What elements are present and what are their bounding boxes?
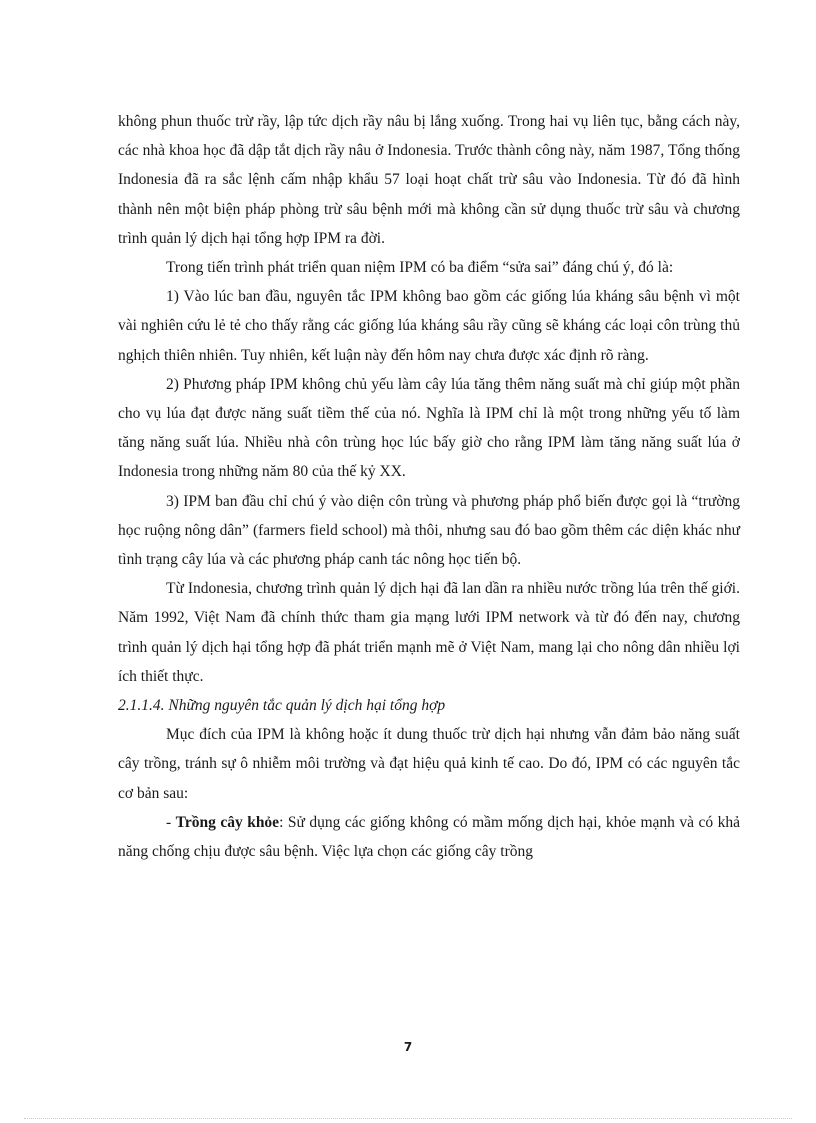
paragraph-point-1: 1) Vào lúc ban đầu, nguyên tắc IPM không bao gồm các giống lúa kháng sâu bệnh vì một vài nghiên cứu lẻ tẻ cho thấy rằng các giống lúa kháng sâu rầy cũng sẽ kháng các loại côn trùng thủ nghịch thiên nhiên. Tuy nhiên, kết luận này đến hôm nay chưa được xác định rõ ràng. [118,288,740,364]
paragraph-vietnam-adoption: Từ Indonesia, chương trình quản lý dịch hại đã lan dần ra nhiều nước trồng lúa trên thế giới. Năm 1992, Việt Nam đã chính thức tham gia mạng lưới IPM network và từ đó đến nay, chương trình quản lý dịch hại tổng hợp đã phát triển mạnh mẽ ở Việt Nam, mang lại cho nông dân nhiều lợi ích thiết thực. [118,580,740,685]
body-text [118,107,740,866]
page-number: 7 [403,1040,413,1054]
principle-text: : Sử dụng các giống không có mầm mống dịch hại, khỏe mạnh và có khả năng chống chịu được sâu bệnh. Việc lựa chọn các giống cây trồng [118,813,740,861]
paragraph-point-3: 3) IPM ban đầu chỉ chú ý vào diện côn trùng và phương pháp phổ biến được gọi là “trường học ruộng nông dân” (farmers field school) mà thôi, nhưng sau đó bao gồm thêm các diện khác như tình trạng cây lúa và các phương pháp canh tác nông học tiến bộ. [118,492,740,569]
paragraph-principle-healthy-crops [118,808,740,866]
principle-prefix: - [166,813,176,831]
paragraph-ipm-purpose: Mục đích của IPM là không hoặc ít dung thuốc trừ dịch hại nhưng vẫn đảm bảo năng suất cây trồng, tránh sự ô nhiễm môi trường và đạt hiệu quả kinh tế cao. Do đó, IPM có các nguyên tắc cơ bản sau: [118,726,740,802]
section-heading: 2.1.1.4. Những nguyên tắc quản lý dịch hại tổng hợp [118,697,446,715]
footer-divider [24,1118,792,1119]
paragraph-point-2: 2) Phương pháp IPM không chủ yếu làm cây lúa tăng thêm năng suất mà chỉ giúp một phần cho vụ lúa đạt được năng suất tiềm thế của nó. Nghĩa là IPM chỉ là một trong những yếu tố làm tăng năng suất lúa. Nhiều nhà côn trùng học lúc bấy giờ cho rằng IPM làm tăng năng suất lúa ở Indonesia trong những năm 80 của thế kỷ XX. [118,375,740,481]
paragraph-ipm-corrections-intro: Trong tiến trình phát triển quan niệm IPM có ba điểm “sửa sai” đáng chú ý, đó là: [166,259,674,277]
paragraph-continuation: không phun thuốc trừ rầy, lập tức dịch rầy nâu bị lắng xuống. Trong hai vụ liên tục, bằng cách này, các nhà khoa học đã dập tắt dịch rầy nâu ở Indonesia. Trước thành công này, năm 1987, Tổng thống Indonesia đã ra sắc lệnh cấm nhập khẩu 57 loại hoạt chất trừ sâu vào Indonesia. Từ đó đã hình thành nên một biện pháp phòng trừ sâu bệnh mới mà không cần sử dụng thuốc trừ sâu và chương trình quản lý dịch hại tổng hợp IPM ra đời. [118,113,740,247]
principle-title: Trồng cây khỏe [175,813,280,831]
